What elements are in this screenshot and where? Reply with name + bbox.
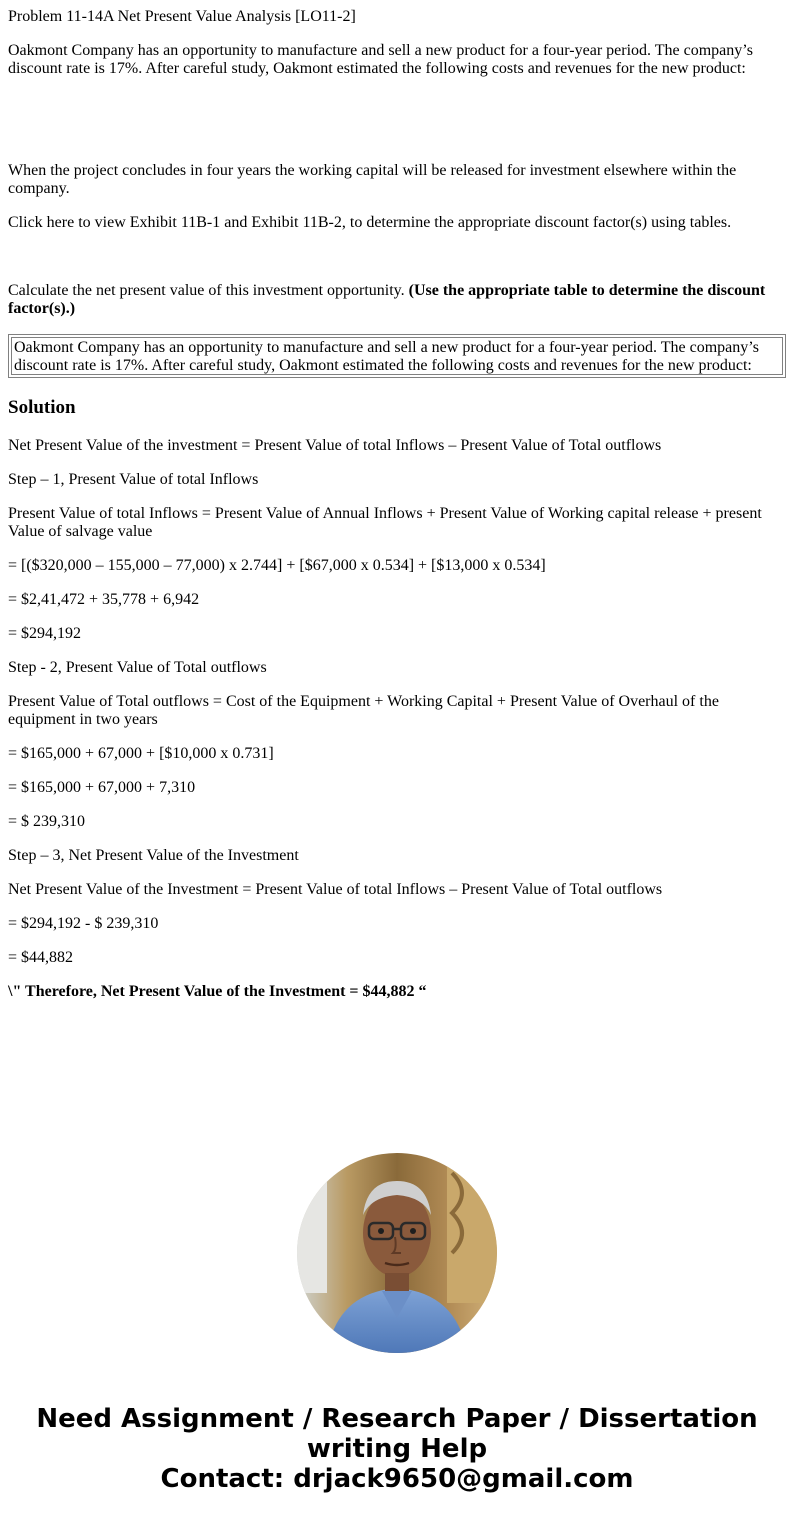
solution-line: Net Present Value of the investment = Present Value of total Inflows – Present Value of Total outflows bbox=[8, 437, 662, 454]
solution-heading: Solution bbox=[8, 397, 76, 418]
solution-line: = $ 239,310 bbox=[8, 813, 86, 830]
question-bold: (Use the appropriate table to determine the discount factor(s).) bbox=[8, 282, 766, 317]
promo-contact[interactable]: Contact: drjack9650@gmail.com bbox=[160, 1464, 634, 1494]
solution-line: Net Present Value of the Investment = Present Value of total Inflows – Present Value of Total outflows bbox=[8, 881, 663, 898]
boxed-table bbox=[8, 334, 786, 378]
person-photo-icon bbox=[297, 1153, 497, 1353]
solution-conclusion: \" Therefore, Net Present Value of the Investment = $44,882 “ bbox=[8, 983, 427, 1000]
solution-line: Step – 3, Net Present Value of the Investment bbox=[8, 847, 299, 864]
promo-line: Need Assignment / Research Paper / Dissertation bbox=[36, 1404, 758, 1434]
question-plain: Calculate the net present value of this investment opportunity. bbox=[8, 282, 409, 299]
solution-line: = $44,882 bbox=[8, 949, 74, 966]
question-text bbox=[8, 282, 786, 318]
solution-line: = $294,192 - $ 239,310 bbox=[8, 915, 159, 932]
solution-line: = $165,000 + 67,000 + 7,310 bbox=[8, 779, 196, 796]
solution-line: = $165,000 + 67,000 + [$10,000 x 0.731] bbox=[8, 745, 274, 762]
promo-banner bbox=[0, 1404, 794, 1494]
problem-intro: Oakmont Company has an opportunity to manufacture and sell a new product for a four-year period. The company’s discount rate is 17%. After careful study, Oakmont estimated the following costs and revenues for the new product: bbox=[8, 42, 753, 77]
avatar-illustration bbox=[297, 1153, 497, 1353]
solution-line: Present Value of total Inflows = Present Value of Annual Inflows + Present Value of Working capital release + present Value of salvage value bbox=[8, 505, 762, 540]
working-capital-note: When the project concludes in four years the working capital will be released for investment elsewhere within the company. bbox=[8, 162, 737, 197]
solution-line: = $2,41,472 + 35,778 + 6,942 bbox=[8, 591, 200, 608]
solution-line: = [($320,000 – 155,000 – 77,000) x 2.744] + [$67,000 x 0.534] + [$13,000 x 0.534] bbox=[8, 557, 546, 574]
solution-lines bbox=[8, 437, 786, 1017]
solution-line: Present Value of Total outflows = Cost of the Equipment + Working Capital + Present Value of Overhaul of the equipment in two years bbox=[8, 693, 719, 728]
promo-line: writing Help bbox=[306, 1434, 488, 1464]
solution-line: = $294,192 bbox=[8, 625, 82, 642]
exhibit-link-text[interactable]: Click here to view Exhibit 11B-1 and Exhibit 11B-2, to determine the appropriate discount factor(s) using tables. bbox=[8, 214, 732, 231]
boxed-table-cell: Oakmont Company has an opportunity to manufacture and sell a new product for a four-year period. The company’s discount rate is 17%. After careful study, Oakmont estimated the following costs and revenues for the new product: bbox=[11, 337, 783, 375]
problem-title: Problem 11-14A Net Present Value Analysis [LO11-2] bbox=[8, 8, 356, 25]
solution-line: Step - 2, Present Value of Total outflows bbox=[8, 659, 267, 676]
solution-line: Step – 1, Present Value of total Inflows bbox=[8, 471, 259, 488]
